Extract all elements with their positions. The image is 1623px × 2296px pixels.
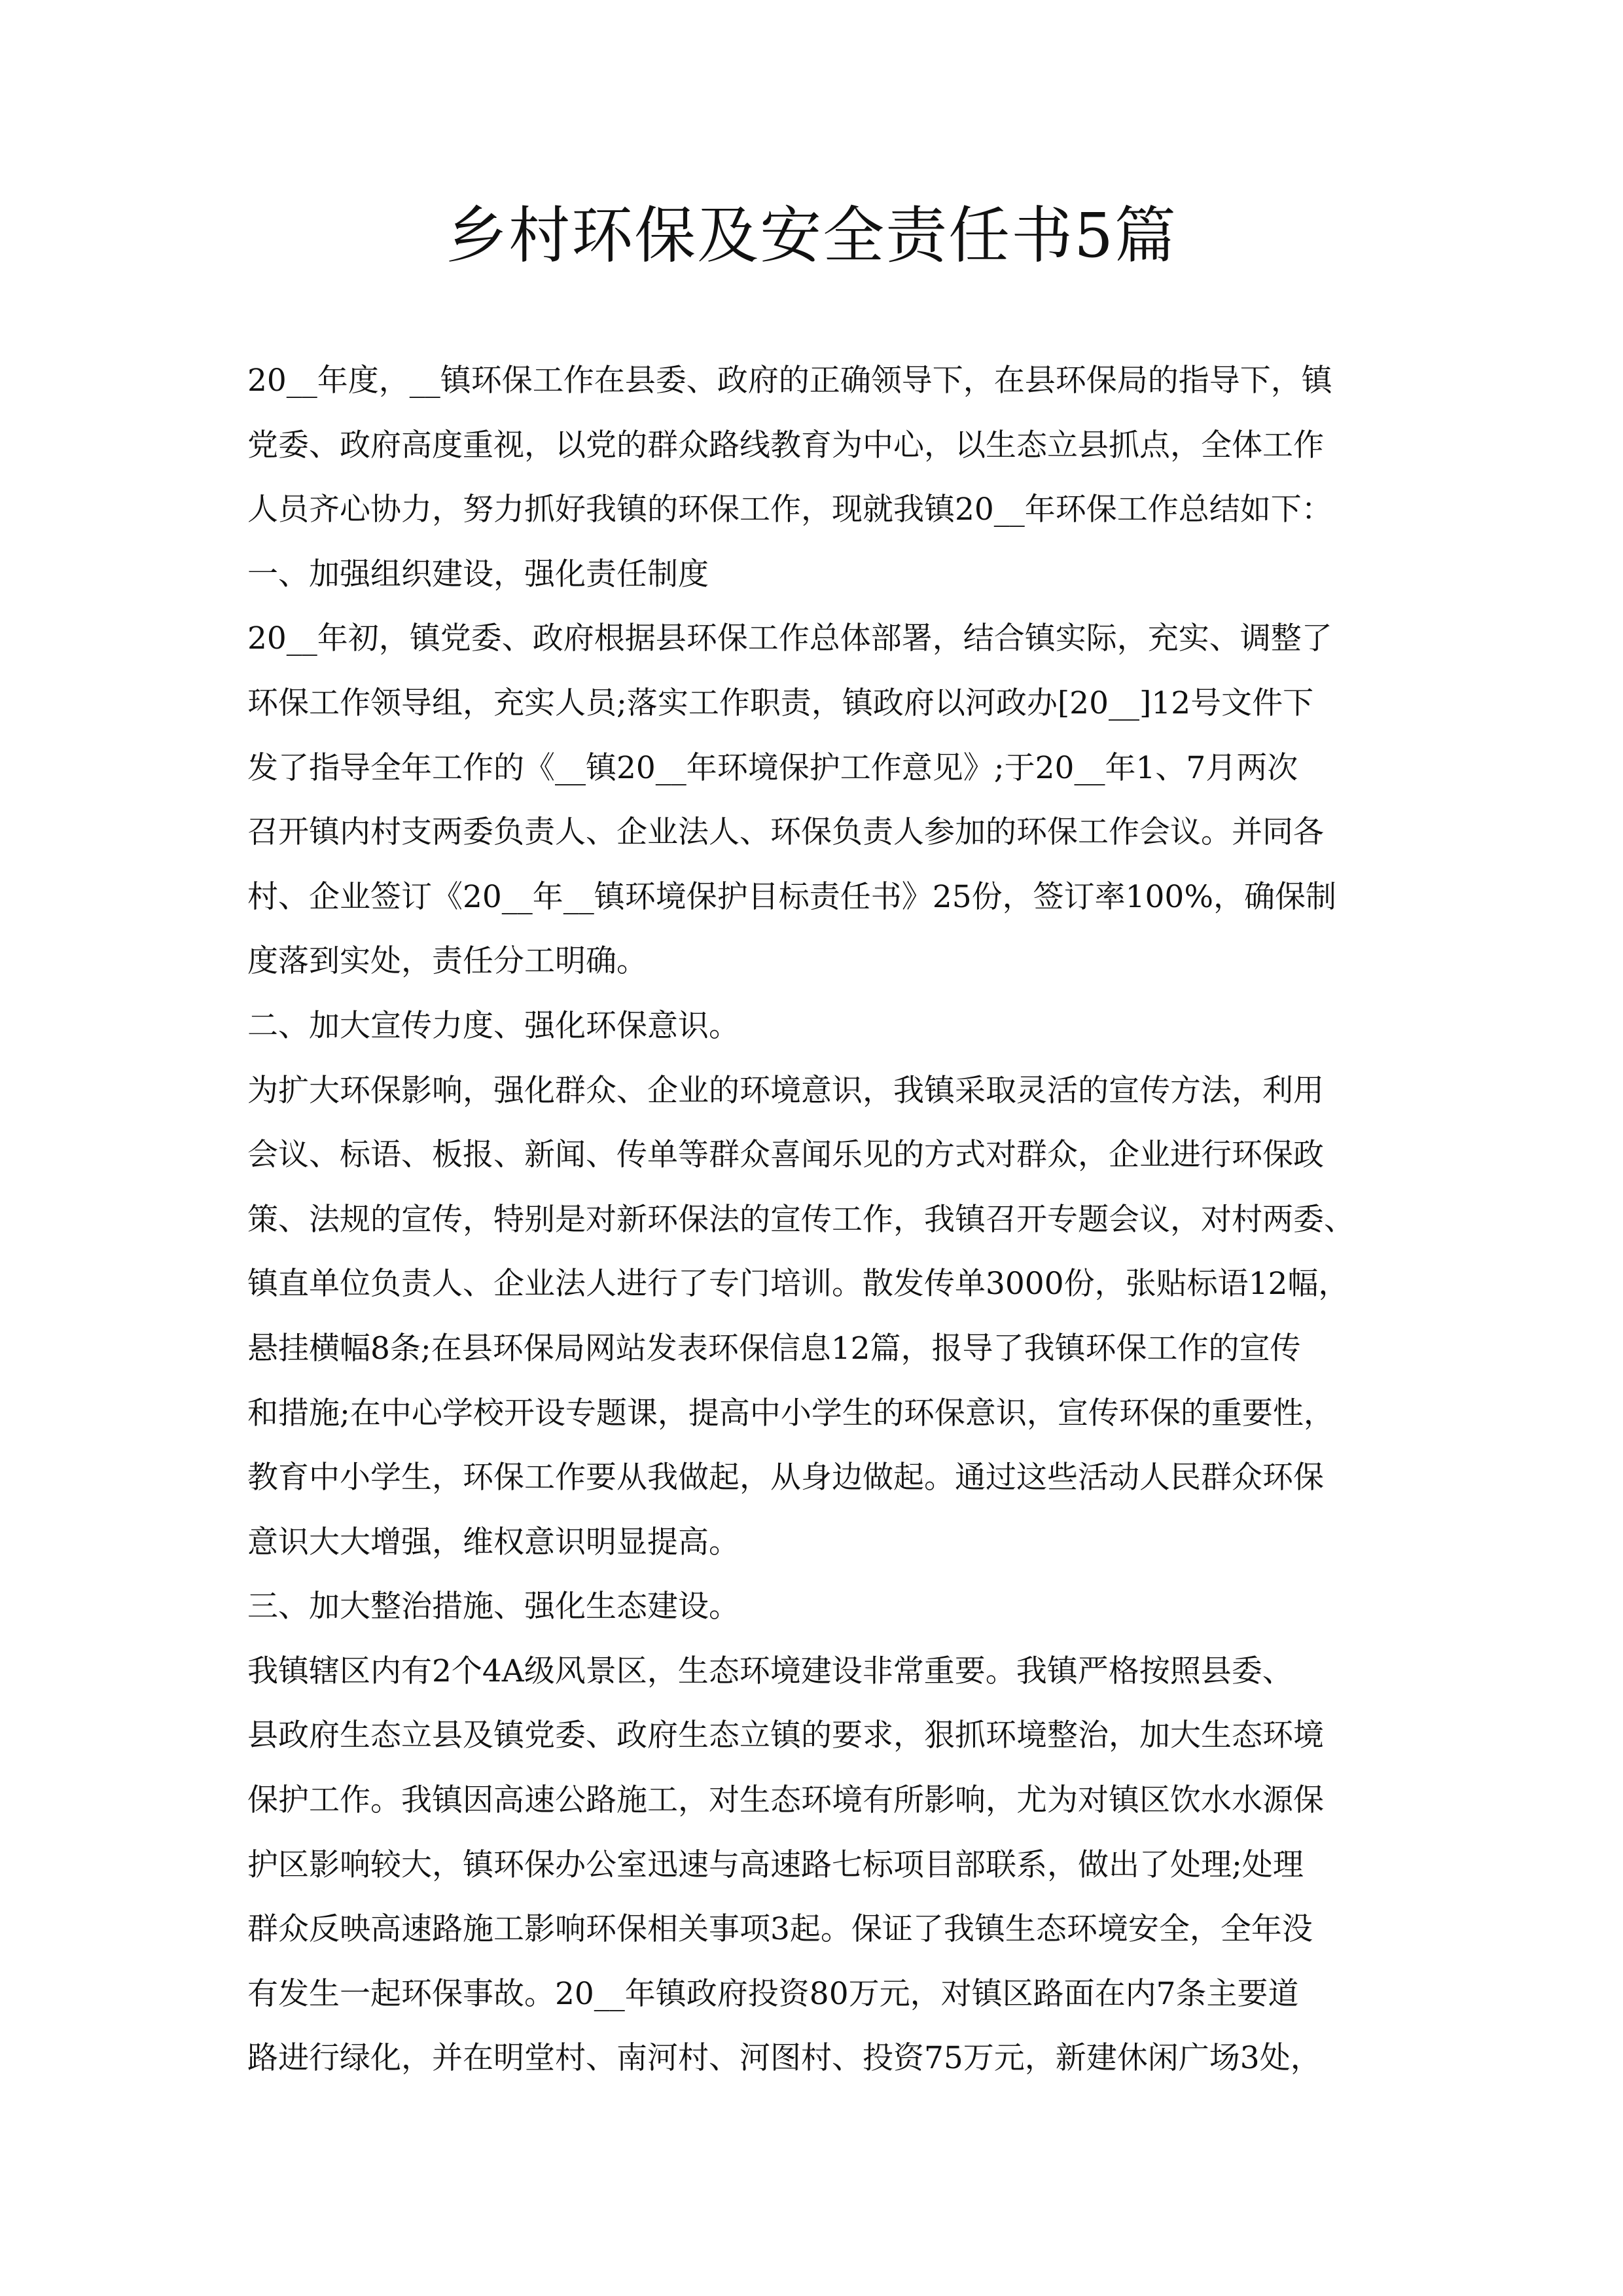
body-text-line: 有发生一起环保事故。20__年镇政府投资80万元，对镇区路面在内7条主要道: [247, 1975, 1299, 2012]
body-text-line: 悬挂横幅8条;在县环保局网站发表环保信息12篇，报导了我镇环保工作的宣传: [247, 1330, 1301, 1367]
body-text-line: 一、加强组织建设，强化责任制度: [247, 556, 709, 592]
document-title: 乡村环保及安全责任书5篇: [446, 200, 1177, 272]
document-body: [247, 349, 1399, 2091]
body-text-line: 度落到实处，责任分工明确。: [247, 943, 647, 980]
body-text-line: 路进行绿化，并在明堂村、南河村、河图村、投资75万元，新建休闲广场3处，: [247, 2040, 1321, 2077]
body-text-line: 20__年度，__镇环保工作在县委、政府的正确领导下，在县环保局的指导下，镇: [247, 363, 1332, 399]
body-text-line: 县政府生态立县及镇党委、政府生态立镇的要求，狠抓环境整治，加大生态环境: [247, 1717, 1324, 1754]
body-text-line: 意识大大增强，维权意识明显提高。: [247, 1524, 740, 1560]
body-text-line: 镇直单位负责人、企业法人进行了专门培训。散发传单3000份，张贴标语12幅，: [247, 1266, 1349, 1302]
body-text-line: 人员齐心协力，努力抓好我镇的环保工作，现就我镇20__年环保工作总结如下：: [247, 492, 1332, 528]
body-text-line: 和措施;在中心学校开设专题课，提高中小学生的环保意识，宣传环保的重要性，: [247, 1395, 1334, 1431]
body-text-line: 三、加大整治措施、强化生态建设。: [247, 1588, 740, 1625]
body-text-line: 教育中小学生，环保工作要从我做起，从身边做起。通过这些活动人民群众环保: [247, 1460, 1324, 1496]
body-text-line: 会议、标语、板报、新闻、传单等群众喜闻乐见的方式对群众，企业进行环保政: [247, 1137, 1324, 1174]
body-text-line: 20__年初，镇党委、政府根据县环保工作总体部署，结合镇实际，充实、调整了: [247, 620, 1332, 657]
body-text-line: 召开镇内村支两委负责人、企业法人、环保负责人参加的环保工作会议。并同各: [247, 814, 1324, 851]
body-text-line: 群众反映高速路施工影响环保相关事项3起。保证了我镇生态环境安全，全年没: [247, 1911, 1313, 1948]
body-text-line: 保护工作。我镇因高速公路施工，对生态环境有所影响，尤为对镇区饮水水源保: [247, 1782, 1324, 1819]
body-text-line: 为扩大环保影响，强化群众、企业的环境意识，我镇采取灵活的宣传方法，利用: [247, 1072, 1324, 1109]
body-text-line: 环保工作领导组，充实人员;落实工作职责，镇政府以河政办[20__]12号文件下: [247, 685, 1314, 721]
body-text-line: 发了指导全年工作的《__镇20__年环境保护工作意见》;于20__年1、7月两次: [247, 749, 1298, 786]
body-text-line: 护区影响较大，镇环保办公室迅速与高速路七标项目部联系，做出了处理;处理: [247, 1846, 1304, 1883]
body-text-line: 党委、政府高度重视，以党的群众路线教育为中心，以生态立县抓点，全体工作: [247, 427, 1324, 463]
body-text-line: 二、加大宣传力度、强化环保意识。: [247, 1007, 740, 1044]
body-text-line: 村、企业签订《20__年__镇环境保护目标责任书》25份，签订率100%，确保制: [247, 878, 1336, 915]
body-text-line: 我镇辖区内有2个4A级风景区，生态环境建设非常重要。我镇严格按照县委、: [247, 1653, 1293, 1689]
body-text-line: 策、法规的宣传，特别是对新环保法的宣传工作，我镇召开专题会议，对村两委、: [247, 1201, 1355, 1238]
